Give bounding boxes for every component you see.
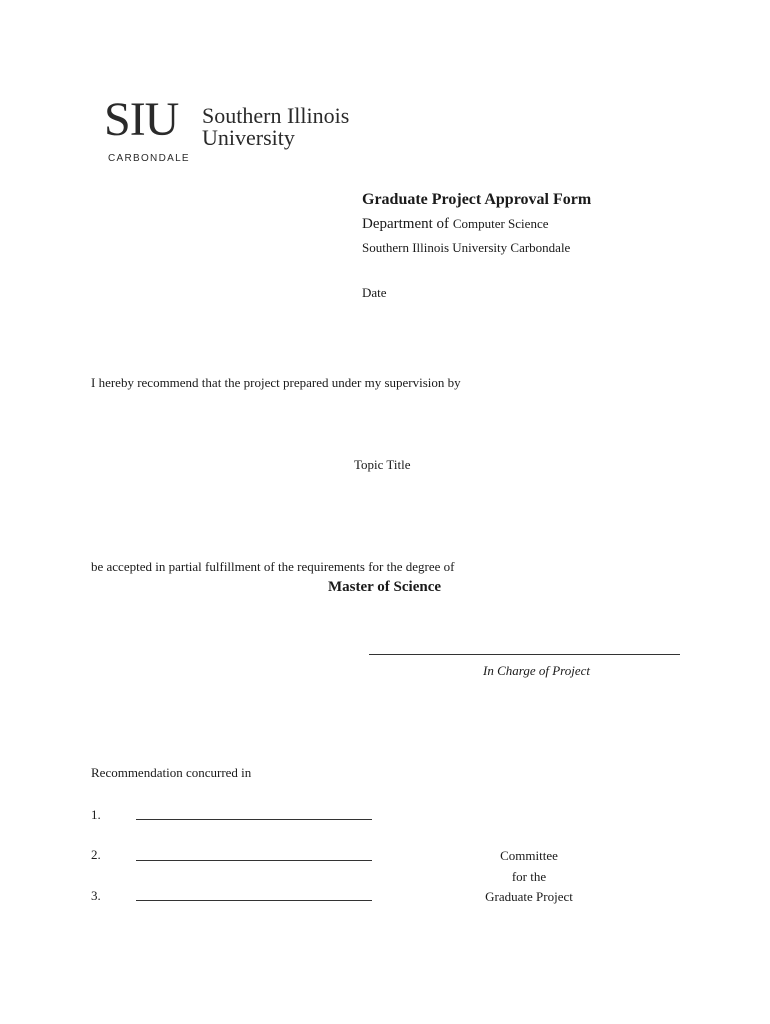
logo-name-line2: University	[202, 125, 295, 150]
topic-title-label: Topic Title	[354, 457, 411, 472]
committee-number-2: 2.	[91, 847, 101, 862]
department-prefix: Department of	[362, 216, 450, 232]
committee-label-line2: for the	[511, 868, 547, 884]
accepted-text: be accepted in partial fulfillment of the requirements for the degree of	[91, 559, 455, 574]
committee-number-3: 3.	[91, 888, 101, 903]
form-title: Graduate Project Approval Form	[362, 191, 592, 208]
logo-university-name	[202, 105, 349, 149]
recommend-text: I hereby recommend that the project prepared under my supervision by	[91, 375, 461, 390]
committee-label	[470, 846, 588, 908]
committee-label-line3: Graduate Project	[485, 889, 573, 904]
concurred-text: Recommendation concurred in	[91, 765, 252, 780]
date-label: Date	[362, 285, 387, 300]
logo-name-line1: Southern Illinois	[202, 103, 350, 128]
committee-signature-line-2[interactable]	[136, 860, 372, 861]
committee-label-line1: Committee	[500, 848, 558, 863]
in-charge-signature-line[interactable]	[369, 654, 680, 655]
degree-name: Master of Science	[328, 579, 442, 595]
university-line: Southern Illinois University Carbondale	[362, 240, 571, 255]
logo-mark: SIU	[104, 93, 179, 146]
committee-signature-line-3[interactable]	[136, 900, 372, 901]
logo-campus: CARBONDALE	[108, 153, 190, 164]
committee-signature-line-1[interactable]	[136, 819, 372, 820]
department-line	[362, 216, 548, 233]
committee-number-1: 1.	[91, 807, 101, 822]
department-name: Computer Science	[452, 216, 549, 231]
in-charge-label: In Charge of Project	[483, 663, 590, 678]
